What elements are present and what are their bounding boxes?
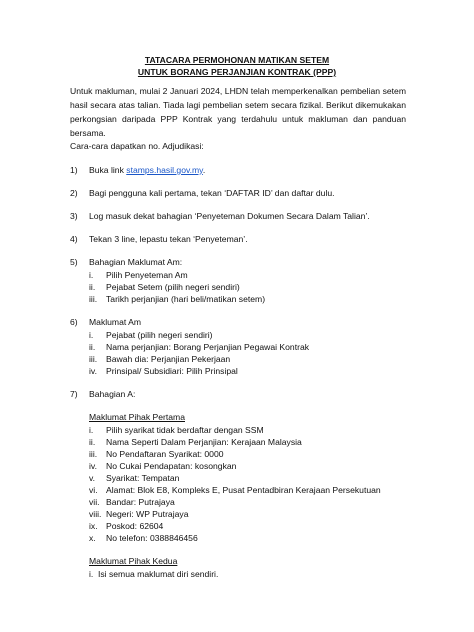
item-text: Alamat: Blok E8, Kompleks E, Pusat Pentadbiran Kerajaan Persekutuan	[106, 485, 381, 495]
title-line-1: TATACARA PERMOHONAN MATIKAN SETEM	[144, 55, 330, 65]
step-number: 2)	[70, 188, 78, 198]
item-text: Poskod: 62604	[106, 521, 164, 531]
item-text: Prinsipal/ Subsidiari: Pilih Prinsipal	[106, 366, 238, 376]
item-text: Pilih syarikat tidak berdaftar dengan SSM	[106, 425, 264, 435]
item-number: iii.	[89, 449, 98, 459]
item-number: iv.	[89, 366, 97, 376]
item-number: i.	[89, 569, 94, 579]
item-text: Syarikat: Tempatan	[106, 473, 180, 483]
item-number: i.	[89, 425, 94, 435]
item-text: No Cukai Pendapatan: kosongkan	[106, 461, 237, 471]
intro-paragraph: Untuk makluman, mulai 2 Januari 2024, LHDN telah memperkenalkan pembelian setem hasil secara atas talian. Tiada lagi pembelian setem secara fizikal. Berikut dikemukakan perkongsian daripada PPP Kontrak yang terdahulu untuk makluman dan panduan bersama.	[70, 86, 406, 138]
step-text: Bahagian Maklumat Am:	[89, 257, 183, 267]
item-text: Negeri: WP Putrajaya	[106, 509, 189, 519]
step-prefix: Buka link	[89, 165, 127, 175]
pihak-pertama-heading: Maklumat Pihak Pertama	[89, 412, 185, 422]
title-line-2: UNTUK BORANG PERJANJIAN KONTRAK (PPP)	[137, 67, 337, 77]
step-text: Log masuk dekat bahagian ‘Penyeteman Dokumen Secara Dalam Talian’.	[89, 211, 370, 221]
item-number: i.	[89, 330, 94, 340]
step-text: Maklumat Am	[89, 317, 142, 327]
item-text: No telefon: 0388846456	[106, 533, 198, 543]
item-text: Isi semua maklumat diri sendiri.	[98, 569, 219, 579]
pihak-kedua-heading: Maklumat Pihak Kedua	[89, 556, 178, 566]
section-subtitle: Cara-cara dapatkan no. Adjudikasi:	[70, 141, 204, 151]
item-text: Nama perjanjian: Borang Perjanjian Pegawai Kontrak	[106, 342, 310, 352]
item-number: i.	[89, 270, 94, 280]
item-text: Nama Seperti Dalam Perjanjian: Kerajaan Malaysia	[106, 437, 302, 447]
step-text	[89, 166, 205, 175]
item-text: No Pendaftaran Syarikat: 0000	[106, 449, 224, 459]
item-text: Pilih Penyeteman Am	[106, 270, 188, 280]
item-number: x.	[89, 533, 96, 543]
item-text: Bawah dia: Perjanjian Pekerjaan	[106, 354, 231, 364]
item-text: Tarikh perjanjian (hari beli/matikan setem)	[106, 294, 266, 304]
item-number: vii.	[89, 497, 100, 507]
item-number: iii.	[89, 294, 98, 304]
step-suffix: .	[202, 165, 206, 175]
item-text: Pejabat (pilih negeri sendiri)	[106, 330, 213, 340]
item-number: ii.	[89, 282, 96, 292]
item-text: Pejabat Setem (pilih negeri sendiri)	[106, 282, 240, 292]
item-number: v.	[89, 473, 96, 483]
step-number: 7)	[70, 389, 78, 399]
item-number: ii.	[89, 437, 96, 447]
item-number: viii.	[89, 509, 102, 519]
step-text: Tekan 3 line, lepastu tekan ‘Penyeteman’.	[89, 234, 248, 244]
step-text: Bahagian A:	[89, 389, 136, 399]
item-number: ii.	[89, 342, 96, 352]
stamps-link[interactable]: stamps.hasil.gov.my	[126, 165, 203, 175]
item-number: vi.	[89, 485, 98, 495]
step-text: Bagi pengguna kali pertama, tekan ‘DAFTAR ID’ dan daftar dulu.	[89, 188, 335, 198]
item-number: iii.	[89, 354, 98, 364]
step-number: 3)	[70, 211, 78, 221]
item-text: Bandar: Putrajaya	[106, 497, 175, 507]
item-number: ix.	[89, 521, 98, 531]
step-number: 1)	[70, 165, 78, 175]
item-number: iv.	[89, 461, 97, 471]
step-number: 6)	[70, 317, 78, 327]
step-number: 5)	[70, 257, 78, 267]
step-number: 4)	[70, 234, 78, 244]
